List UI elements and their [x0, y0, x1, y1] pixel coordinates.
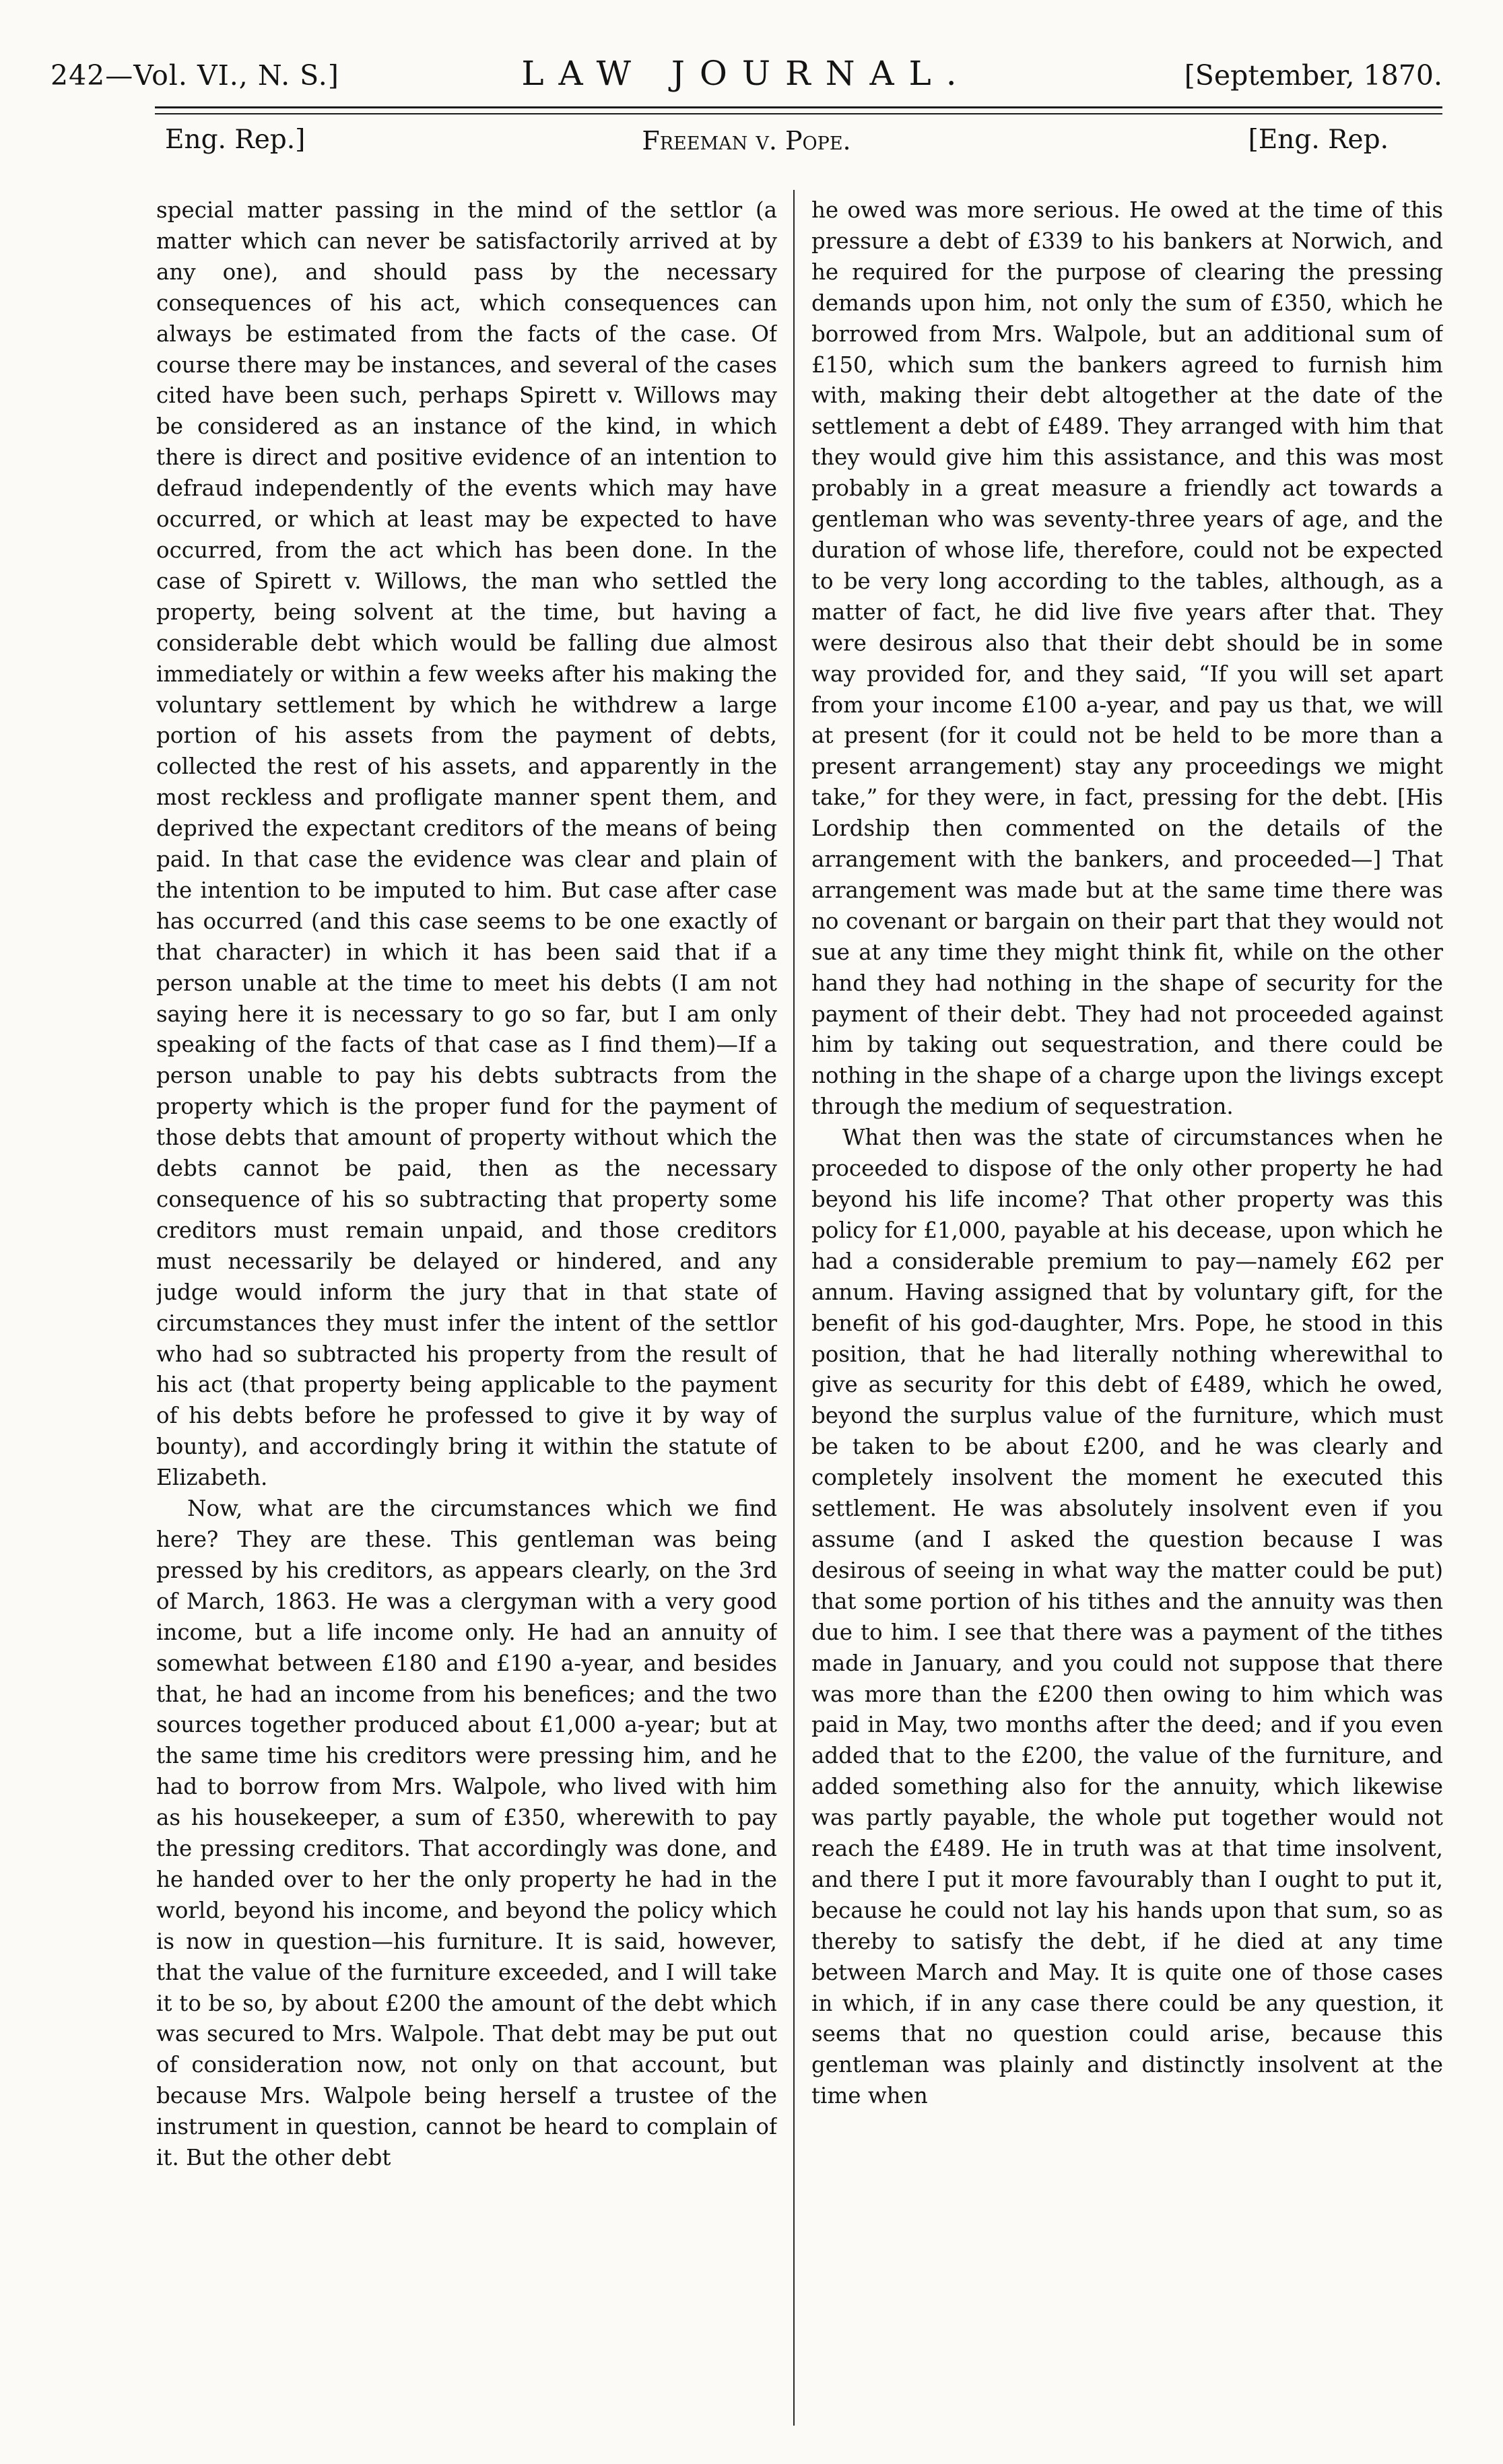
- right-paragraph-1: he owed was more serious. He owed at the time of this pressure a debt of £339 to his bankers at Norwich, and he required for the purpose of clearing the pressing demands upon him, not only the sum of £350, which he borrowed from Mrs. Walpole, but an additional sum of £150, which sum the bankers agreed to furnish him with, making their debt altogether at the date of the settlement a debt of £489. They arranged with him that they would give him this assistance, and this was most probably in a great measure a friendly act towards a gentleman who was seventy-three years of age, and the duration of whose life, therefore, could not be expected to be very long according to the tables, although, as a matter of fact, he did live five years after that. They were desirous also that their debt should be in some way provided for, and they said, “If you will set apart from your income £100 a-year, and pay us that, we will at present (for it could not be held to be more than a present arrangement) stay any proceedings we might take,” for they were, in fact, pressing for the debt. [His Lordship then commented on the details of the arrangement with the bankers, and proceeded—] That arrangement was made but at the same time there was no covenant or bargain on their part that they would not sue at any time they might think fit, while on the other hand they had nothing in the shape of security for the payment of their debt. They had not proceeded against him by taking out sequestration, and there could be nothing in the shape of a charge upon the livings except through the medium of sequestration.: [811, 197, 1443, 1120]
- report-series-right: [Eng. Rep.: [1248, 125, 1389, 155]
- left-paragraph-2: Now, what are the circumstances which we find here? They are these. This gentleman was being pressed by his creditors, as appears clearly, on the 3rd of March, 1863. He was a clergyman with a very good income, but a life income only. He had an annuity of somewhat between £180 and £190 a-year, and besides that, he had an income from his benefices; and the two sources together produced about £1,000 a-year; but at the same time his creditors were pressing him, and he had to borrow from Mrs. Walpole, who lived with him as his housekeeper, a sum of £350, wherewith to pay the pressing creditors. That accordingly was done, and he handed over to her the only property he had in the world, beyond his income, and beyond the policy which is now in question—his furniture. It is said, however, that the value of the furniture exceeded, and I will take it to be so, by about £200 the amount of the debt which was secured to Mrs. Walpole. That debt may be put out of consideration now, not only on that account, but because Mrs. Walpole being herself a trustee of the instrument in question, cannot be heard to complain of it. But the other debt: [156, 1496, 777, 2171]
- running-head: [51, 54, 1442, 101]
- right-paragraph-2: What then was the state of circumstances when he proceeded to dispose of the only other property he had beyond his life income? That other property was this policy for £1,000, payable at his decease, upon which he had a considerable premium to pay—namely £62 per annum. Having assigned that by voluntary gift, for the benefit of his god-daughter, Mrs. Pope, he stood in this position, that he had literally nothing wherewithal to give as security for this debt of £489, which he owed, beyond the surplus value of the furniture, which must be taken to be about £200, and he was clearly and completely insolvent the moment he executed this settlement. He was absolutely insolvent even if you assume (and I asked the question because I was desirous of seeing in what way the matter could be put) that some portion of his tithes and the annuity was then due to him. I see that there was a payment of the tithes made in January, and you could not suppose that there was more than the £200 then owing to him which was paid in May, two months after the deed; and if you even added that to the £200, the value of the furniture, and added something also for the annuity, which likewise was partly payable, the whole put together would not reach the £489. He in truth was at that time insolvent, and there I put it more favourably than I ought to put it, because he could not lay his hands upon that sum, so as thereby to satisfy the debt, if he died at any time between March and May. It is quite one of those cases in which, if in any case there could be any question, it seems that no question could arise, because this gentleman was plainly and distinctly insolvent at the time when: [811, 1125, 1443, 2109]
- page-volume-label: 242—Vol. VI., N. S.]: [51, 59, 339, 92]
- right-column: [811, 195, 1443, 2424]
- column-divider: [793, 190, 795, 2426]
- issue-date: [September, 1870.: [1184, 59, 1442, 92]
- case-subheader: [51, 125, 1442, 172]
- left-paragraph-1: special matter passing in the mind of the settlor (a matter which can never be satisfactorily arrived at by any one), and should pass by the necessary consequences of his act, which consequences can always be estimated from the facts of the case. Of course there may be instances, and several of the cases cited have been such, perhaps Spirett v. Willows may be considered as an instance of the kind, in which there is direct and positive evidence of an intention to defraud independently of the events which may have occurred, or which at least may be expected to have occurred, from the act which has been done. In the case of Spirett v. Willows, the man who settled the property, being solvent at the time, but having a considerable debt which would be falling due almost immediately or within a few weeks after his making the voluntary settlement by which he withdrew a large portion of his assets from the payment of debts, collected the rest of his assets, and apparently in the most reckless and profligate manner spent them, and deprived the expectant creditors of the means of being paid. In that case the evidence was clear and plain of the intention to be imputed to him. But case after case has occurred (and this case seems to be one exactly of that character) in which it has been said that if a person unable at the time to meet his debts (I am not saying here it is necessary to go so far, but I am only speaking of the facts of that case as I find them)—If a person unable to pay his debts subtracts from the property which is the proper fund for the payment of those debts that amount of property without which the debts cannot be paid, then as the necessary consequence of his so subtracting that property some creditors must remain unpaid, and those creditors must necessarily be delayed or hindered, and any judge would inform the jury that in that state of circumstances they must infer the intent of the settlor who had so subtracted his property from the result of his act (that property being applicable to the payment of his debts before he professed to give it by way of bounty), and accordingly bring it within the statute of Elizabeth.: [156, 197, 777, 1491]
- left-column: [156, 195, 777, 2424]
- report-series-left: Eng. Rep.]: [165, 125, 306, 155]
- header-rule-bottom: [155, 113, 1442, 114]
- header-rule-top: [155, 106, 1442, 108]
- case-name: Freeman v. Pope.: [642, 126, 851, 156]
- journal-title: LAW JOURNAL.: [521, 54, 972, 93]
